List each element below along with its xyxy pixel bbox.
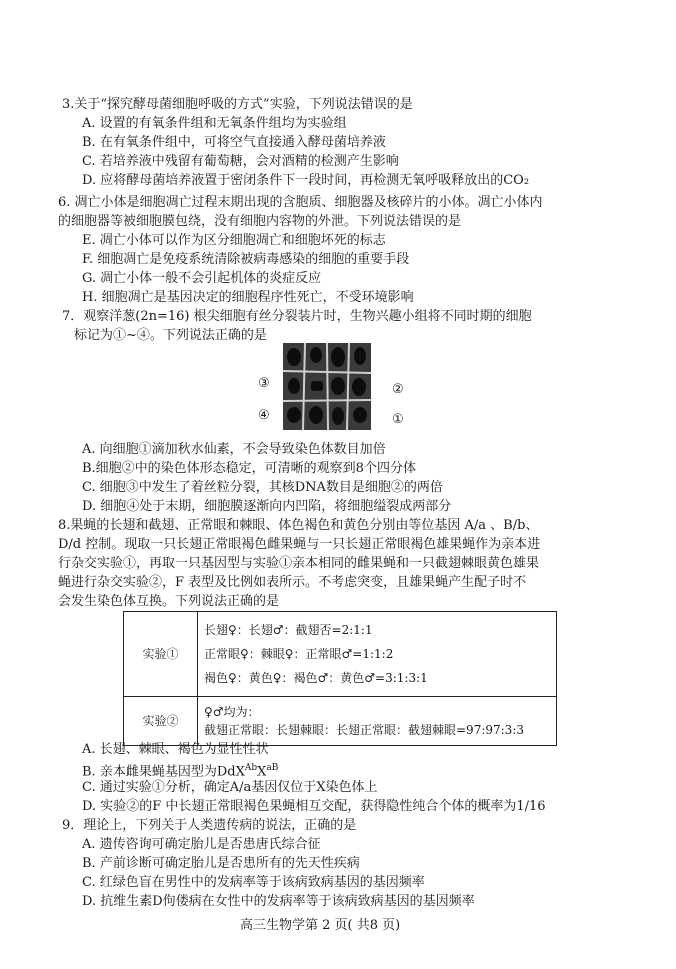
exp2-label: 实验②	[124, 697, 198, 746]
q8-stem-line4: 蝇进行杂交实验②，F 表型及比例如表所示。不考虑突变，且雄果蝇产生配子时不	[58, 575, 527, 590]
q9-option-d: D. 抗维生素D佝偻病在女性中的发病率等于该病致病基因的基因频率	[82, 894, 475, 909]
q7-option-b: B.细胞②中的染色体形态稳定，可清晰的观察到8个四分体	[82, 461, 416, 476]
exp2-sex-note: ♀♂均为：	[204, 705, 260, 719]
q8-option-b-sup1: Ab	[244, 763, 258, 773]
q6-option-e: E. 凋亡小体可以作为区分细胞凋亡和细胞坏死的标志	[82, 233, 386, 248]
q9-option-a: A. 遗传咨询可确定胎儿是否患唐氏综合征	[82, 837, 321, 852]
q9-stem: 9．理论上，下列关于人类遗传病的说法，正确的是	[62, 818, 357, 833]
q6-stem-line2: 的细胞器等被细胞膜包绕，没有细胞内容物的外泄。下列说法错误的是	[58, 214, 462, 229]
q3-stem: 3.关于“探究酵母菌细胞呼吸的方式”实验，下列说法错误的是	[62, 97, 413, 112]
q8-option-c: C. 通过实验①分析，确定A/a基因仅位于X染色体上	[82, 780, 378, 795]
figure-label-3: ③	[258, 376, 270, 391]
figure-label-2: ②	[392, 382, 404, 397]
q6-stem-line1: 6. 凋亡小体是细胞凋亡过程末期出现的含胞质、细胞器及核碎片的小体。凋亡小体内	[58, 195, 543, 210]
q8-stem-line2: D/d 控制。现取一只长翅正常眼褐色雌果蝇与一只长翅正常眼褐色雄果蝇作为亲本进	[58, 537, 541, 552]
page-footer: 高三生物学第 2 页( 共8 页)	[240, 918, 401, 933]
q6-option-f: F. 细胞凋亡是免疫系统清除被病毒感染的细胞的重要手段	[82, 252, 410, 267]
q7-option-c: C. 细胞③中发生了着丝粒分裂，其核DNA数目是细胞②的两倍	[82, 480, 443, 495]
exp1-eye-ratio: 正常眼♀：棘眼♀：正常眼♂=1:1:2	[204, 647, 394, 661]
q3-option-d: D. 应将酵母菌培养液置于密闭条件下一段时间，再检测无氧呼吸释放出的CO₂	[82, 173, 530, 188]
q7-stem-line1: 7．观察洋葱(2n=16) 根尖细胞有丝分裂装片时，生物兴趣小组将不同时期的细胞	[62, 309, 532, 324]
results-table	[123, 611, 557, 746]
figure-label-1: ①	[392, 412, 404, 427]
q9-option-c: C. 红绿色盲在男性中的发病率等于该病致病基因的基因频率	[82, 875, 425, 890]
q8-option-a: A. 长翅、棘眼、褐色为显性性状	[82, 742, 269, 757]
q7-option-d: D. 细胞④处于末期，细胞膜逐渐向内凹陷，将细胞缢裂成两部分	[82, 499, 452, 514]
q6-option-h: H. 细胞凋亡是基因决定的细胞程序性死亡，不受环境影响	[82, 290, 414, 305]
exp2-ratio: 截翅正常眼：长翅棘眼：长翅正常眼：截翅棘眼=97:97:3:3	[204, 723, 524, 737]
q8-option-d: D. 实验②的F 中长翅正常眼褐色果蝇相互交配，获得隐性纯合个体的概率为1/16	[82, 799, 546, 814]
exp1-label: 实验①	[124, 612, 198, 697]
exp1-color-ratio: 褐色♀：黄色♀：褐色♂：黄色♂=3:1:3:1	[204, 671, 428, 685]
exp1-wing-ratio: 长翅♀：长翅♂：截翅否=2:1:1	[204, 623, 373, 637]
q8-option-b-text: B. 亲本雌果蝇基因型为DdX	[82, 764, 245, 780]
table-row-exp2	[124, 697, 557, 746]
figure-label-4: ④	[258, 408, 270, 423]
q8-option-b-sup2: aB	[266, 763, 279, 773]
exp1-results	[198, 612, 557, 697]
q3-option-a: A. 设置的有氧条件组和无氧条件组均为实验组	[82, 116, 347, 131]
microscope-cell-image	[283, 343, 371, 430]
exp2-results	[198, 697, 557, 746]
q8-stem-line5: 会发生染色体互换。下列说法正确的是	[58, 594, 280, 609]
q9-option-b: B. 产前诊断可确定胎儿是否患所有的先天性疾病	[82, 856, 360, 871]
q7-stem-line2: 标记为①~④。下列说法正确的是	[74, 328, 267, 343]
q3-option-c: C. 若培养液中残留有葡萄糖，会对酒精的检测产生影响	[82, 154, 399, 169]
q7-option-a: A. 向细胞①滴加秋水仙素，不会导致染色体数目加倍	[82, 442, 386, 457]
q8-stem-line1: 8.果蝇的长翅和截翅、正常眼和棘眼、体色褐色和黄色分别由等位基因 A/a 、B/b、	[58, 518, 539, 533]
table-row-exp1	[124, 612, 557, 697]
q8-stem-line3: 行杂交实验①，再取一只基因型与实验①亲本相同的雌果蝇和一只截翅棘眼黄色雄果	[58, 556, 540, 571]
q3-option-b: B. 在有氧条件组中，可将空气直接通入酵母菌培养液	[82, 135, 386, 150]
q6-option-g: G. 凋亡小体一般不会引起机体的炎症反应	[82, 271, 322, 286]
q8-option-b-x: X	[257, 764, 267, 780]
